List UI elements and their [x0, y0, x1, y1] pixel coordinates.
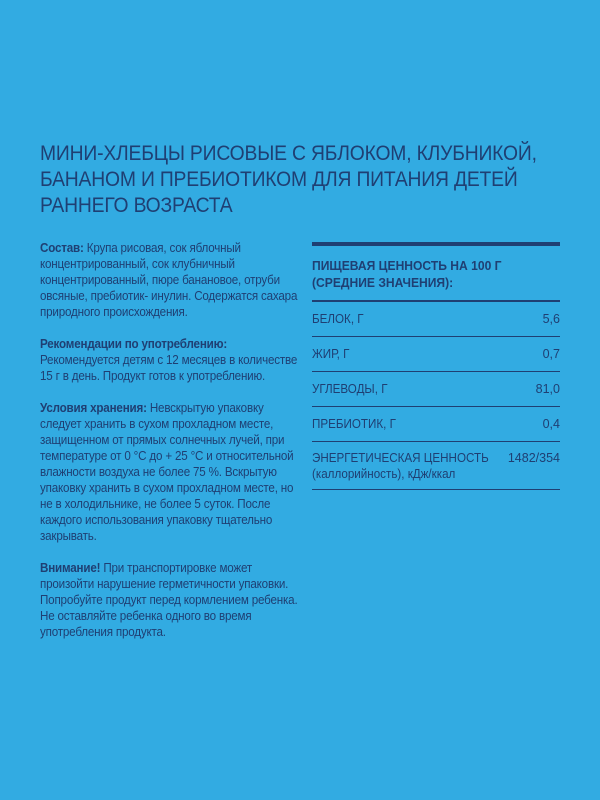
attention-text: При транспортировке может произойти нарушение герметичности упаковки. Попробуйте продукт перед кормлением ребенка. Не оставляйте ребенка одного во время употребления продукта. [40, 561, 298, 639]
nutrition-row-value: 81,0 [535, 382, 560, 396]
nutrition-row-protein [312, 302, 560, 337]
nutrition-row-value: 0,7 [542, 347, 560, 361]
recommendations-paragraph [40, 336, 305, 384]
attention-label: Внимание! [40, 561, 101, 575]
nutrition-row-value: 1482/354 [507, 451, 560, 465]
attention-paragraph [40, 560, 305, 640]
nutrition-row-fat [312, 337, 560, 372]
composition-label: Состав: [40, 241, 84, 255]
nutrition-row-label: УГЛЕВОДЫ, Г [312, 382, 388, 396]
nutrition-row-energy [312, 442, 560, 490]
composition-text: Крупа рисовая, сок яблочный концентрированный, сок клубничный концентрированный, пюре банановое, отруби овсяные, пребиотик- инулин. Содержатся сахара природного происхождения. [40, 241, 298, 319]
energy-sublabel: (каллорийность), кДж/ккал [312, 467, 456, 481]
nutrition-row-label: ПРЕБИОТИК, Г [312, 417, 396, 431]
nutrition-row-value: 5,6 [542, 312, 560, 326]
nutrition-heading: ПИЩЕВАЯ ЦЕННОСТЬ НА 100 Г (СРЕДНИЕ ЗНАЧЕНИЯ): [312, 258, 502, 290]
storage-paragraph [40, 400, 305, 544]
nutrition-row-value: 0,4 [542, 417, 560, 431]
storage-text: Невскрытую упаковку следует хранить в сухом прохладном месте, защищенном от прямых солнечных лучей, при температуре от 0 °С до + 25 °С и относительной влажности воздуха не более 75 %. Вскрытую упаковку хранить в сухом прохладном месте, но не в холодильнике, не более 5 суток. После каждого использования упаковку тщательно закрывать. [40, 401, 294, 543]
nutrition-table [312, 242, 560, 490]
nutrition-row-label: БЕЛОК, Г [312, 312, 364, 326]
storage-label: Условия хранения: [40, 401, 147, 415]
product-title: МИНИ-ХЛЕБЦЫ РИСОВЫЕ С ЯБЛОКОМ, КЛУБНИКОЙ, БАНАНОМ И ПРЕБИОТИКОМ ДЛЯ ПИТАНИЯ ДЕТЕЙ РАННЕГО ВОЗРАСТА [40, 142, 537, 217]
composition-paragraph [40, 240, 305, 320]
energy-label: ЭНЕРГЕТИЧЕСКАЯ ЦЕННОСТЬ [312, 451, 489, 465]
nutrition-row-prebiotic [312, 407, 560, 442]
nutrition-row-carbs [312, 372, 560, 407]
nutrition-row-label: ЖИР, Г [312, 347, 350, 361]
product-info-column [40, 240, 310, 656]
recommendations-label: Рекомендации по употреблению: [40, 337, 228, 351]
nutrition-row-label [312, 450, 489, 482]
recommendations-text: Рекомендуется детям с 12 месяцев в количестве 15 г в день. Продукт готов к употреблению. [40, 353, 298, 383]
